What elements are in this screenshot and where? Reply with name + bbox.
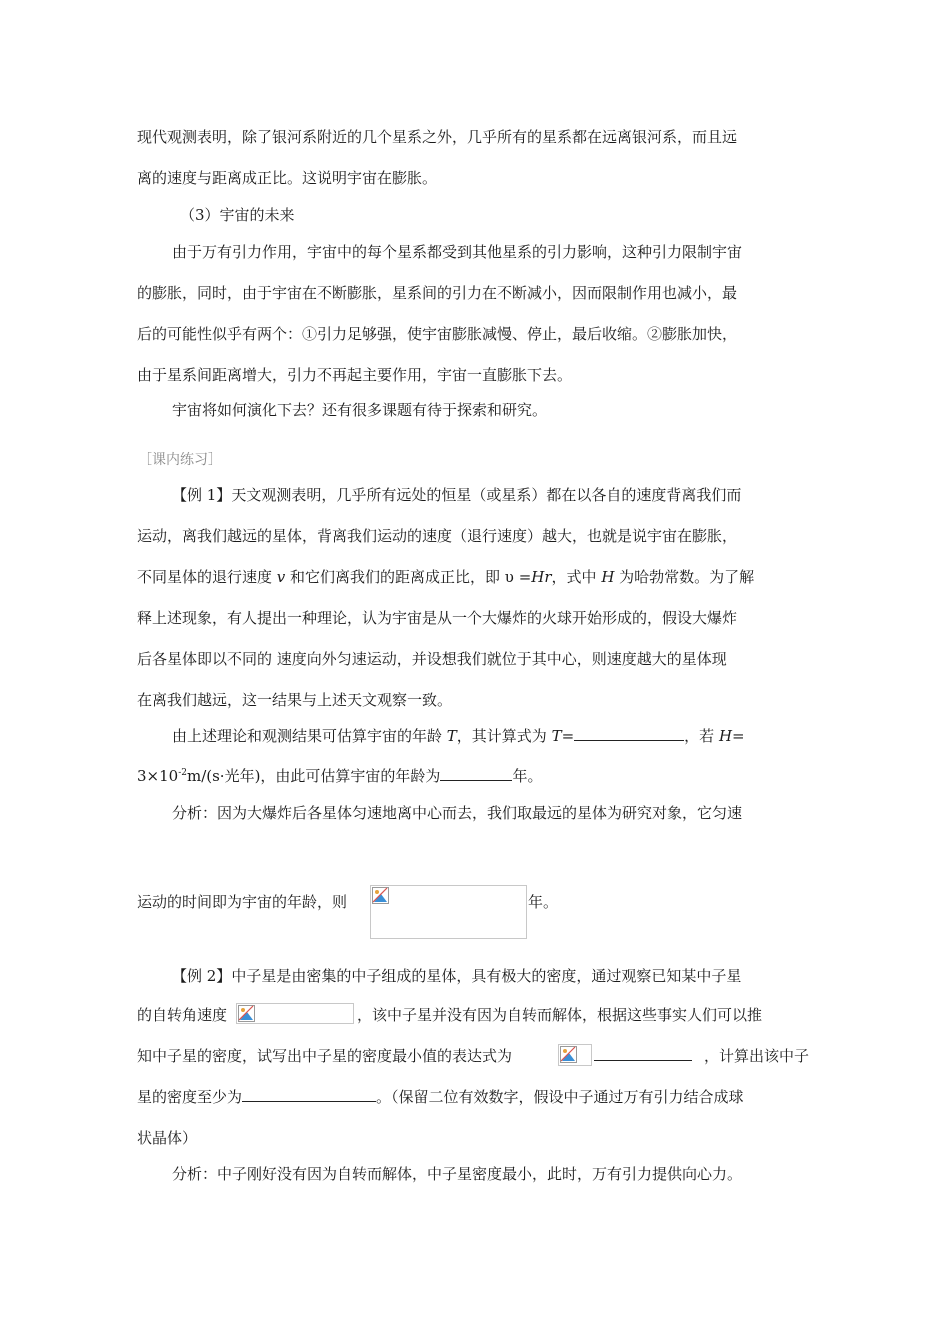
example1-answer-text-a: 运动的时间即为宇宙的年龄，则 — [137, 893, 348, 911]
example2-line5: 状晶体） — [137, 1129, 198, 1147]
example2-line4-b: 。（保留二位有效数字，假设中子通过万有引力结合成球 — [376, 1088, 744, 1106]
example2-line1 — [172, 966, 741, 986]
broken-image-icon — [560, 1046, 577, 1063]
example1-question-line2 — [137, 766, 542, 786]
example1-line3 — [137, 567, 754, 587]
formula-image-angular-velocity — [236, 1003, 354, 1024]
example2-line4-a: 星的密度至少为 — [137, 1088, 243, 1106]
answer-blank-density-value[interactable] — [242, 1087, 376, 1102]
example1-line3-d: 为哈勃常数。为了解 — [614, 568, 755, 586]
example2-line2-b: ，该中子星并没有因为自转而解体，根据这些事实人们可以推 — [357, 1006, 763, 1024]
q2-exponent: -2 — [178, 768, 187, 778]
para2-line1: 由于万有引力作用，宇宙中的每个星系都受到其他星系的引力影响，这种引力限制宇宙 — [172, 243, 743, 261]
para3: 宇宙将如何演化下去？还有很多课题有待于探索和研究。 — [172, 401, 548, 419]
section-label: ［课内练习］ — [138, 452, 222, 468]
q-text-c: ，若 — [684, 727, 719, 745]
example1-var-hr: Hr — [531, 568, 552, 586]
example1-line5: 后各星体即以不同的 速度向外匀速运动，并设想我们就位于其中心，则速度越大的星体现 — [137, 650, 727, 668]
example1-var-v: v — [276, 568, 286, 586]
answer-blank-age[interactable] — [440, 766, 512, 781]
example1-line3-a: 不同星体的退行速度 — [137, 568, 277, 586]
q2-text-c: 年。 — [512, 767, 543, 785]
example1-line3-c: ，式中 — [551, 568, 602, 586]
example1-analysis: 分析：因为大爆炸后各星体匀速地离中心而去，我们取最远的星体为研究对象，它匀速 — [172, 804, 743, 822]
q-var-t: T — [446, 727, 457, 745]
example1-line6: 在离我们越远，这一结果与上述天文观察一致。 — [137, 691, 453, 709]
example1-line4: 释上述现象，有人提出一种理论，认为宇宙是从一个大爆炸的火球开始形成的，假设大爆炸 — [137, 609, 738, 627]
broken-image-icon — [238, 1005, 255, 1022]
example1-line1 — [172, 485, 741, 505]
q2-text-a: 3×10 — [137, 767, 179, 785]
heading-future-of-universe: （3）宇宙的未来 — [180, 206, 295, 224]
answer-blank-density-expr[interactable] — [594, 1046, 692, 1061]
formula-image-age — [370, 885, 527, 939]
q-text-b: ，其计算式为 — [456, 727, 552, 745]
q-eq: = — [561, 727, 575, 745]
example1-answer-text-b: 年。 — [528, 893, 559, 911]
example2-line3-b: ，计算出该中子 — [704, 1047, 810, 1065]
para2-line3: 后的可能性似乎有两个：①引力足够强，使宇宙膨胀减慢、停止，最后收缩。②膨胀加快， — [137, 325, 738, 343]
example2-text1: 中子星是由密集的中子组成的星体，具有极大的密度，通过观察已知某中子星 — [231, 967, 742, 985]
answer-blank-formula[interactable] — [574, 726, 684, 741]
q-var-h: H — [718, 727, 733, 745]
formula-image-density-expr — [558, 1044, 592, 1066]
para1-line2: 离的速度与距离成正比。这说明宇宙在膨胀。 — [137, 169, 438, 187]
q-eq2: = — [732, 727, 745, 745]
example1-line2: 运动，离我们越远的星体，背离我们运动的速度（退行速度）越大，也就是说宇宙在膨胀， — [137, 527, 738, 545]
example2-line3-a: 知中子星的密度，试写出中子星的密度最小值的表达式为 — [137, 1047, 513, 1065]
example2-line4 — [137, 1087, 744, 1107]
q2-text-b: m/(s·光年)，由此可估算宇宙的年龄为 — [186, 767, 441, 785]
example2-label: 【例 2】 — [172, 967, 232, 985]
broken-image-icon — [372, 887, 389, 904]
para2-line4: 由于星系间距离增大，引力不再起主要作用，宇宙一直膨胀下去。 — [137, 366, 573, 384]
example1-var-h: H — [601, 568, 615, 586]
example1-label: 【例 1】 — [172, 486, 232, 504]
example1-text1: 天文观测表明，几乎所有远处的恒星（或星系）都在以各自的速度背离我们而 — [231, 486, 742, 504]
example1-question-line1 — [172, 726, 745, 746]
example2-line2-a: 的自转角速度 — [137, 1006, 228, 1024]
para2-line2: 的膨胀，同时，由于宇宙在不断膨胀，星系间的引力在不断减小，因而限制作用也减小，最 — [137, 284, 738, 302]
para1-line1: 现代观测表明，除了银河系附近的几个星系之外，几乎所有的星系都在远离银河系，而且远 — [137, 128, 738, 146]
q-var-t2: T — [551, 727, 562, 745]
example1-line3-b: 和它们离我们的距离成正比，即 υ = — [285, 568, 532, 586]
q-text-a: 由上述理论和观测结果可估算宇宙的年龄 — [172, 727, 447, 745]
example2-analysis: 分析：中子刚好没有因为自转而解体，中子星密度最小，此时，万有引力提供向心力。 — [172, 1165, 743, 1183]
